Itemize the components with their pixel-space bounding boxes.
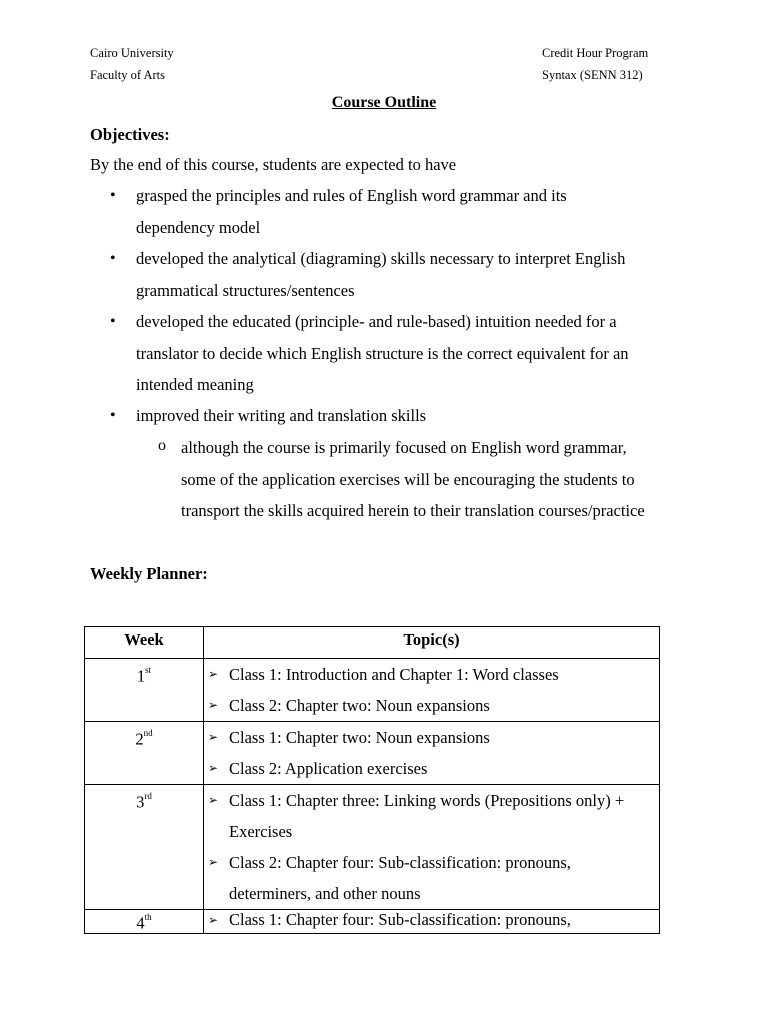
objective-4-line-1: improved their writing and translation skills xyxy=(136,406,427,425)
arrow-bullet-icon: ➢ xyxy=(208,913,219,927)
objective-4-sub-line-2: some of the application exercises will be encouraging the students to xyxy=(181,470,635,489)
table-row xyxy=(85,659,660,722)
weekly-planner-heading: Weekly Planner: xyxy=(90,564,208,583)
class-item: ➢ Class 2: Chapter four: Sub-classification: pronouns, determiners, and other nouns xyxy=(204,847,659,909)
objective-2-line-1: developed the analytical (diagraming) skills necessary to interpret English xyxy=(136,249,626,268)
header-faculty: Faculty of Arts xyxy=(90,68,165,82)
objective-1-line-1: grasped the principles and rules of English word grammar and its xyxy=(136,186,567,205)
objective-3-line-3: intended meaning xyxy=(136,375,254,394)
header-program: Credit Hour Program xyxy=(542,46,649,60)
page-title: Course Outline xyxy=(331,94,437,111)
column-header-topics: Topic(s) xyxy=(204,627,660,659)
topics-cell xyxy=(204,910,660,934)
topics-cell xyxy=(204,785,660,910)
class-item: ➢ Class 1: Chapter four: Sub-classification: pronouns, xyxy=(208,910,571,929)
arrow-bullet-icon: ➢ xyxy=(208,730,219,744)
objectives-heading: Objectives: xyxy=(90,125,170,144)
objective-3-line-1: developed the educated (principle- and rule-based) intuition needed for a xyxy=(136,312,617,331)
bullet-marker: • xyxy=(110,250,116,267)
table-row xyxy=(85,785,660,910)
objective-2-line-2: grammatical structures/sentences xyxy=(136,281,355,300)
header-university: Cairo University xyxy=(90,46,174,60)
week-cell: 2nd xyxy=(85,722,204,785)
objective-4-sub-line-1: although the course is primarily focused on English word grammar, xyxy=(181,438,627,457)
class-item: ➢ Class 2: Application exercises xyxy=(204,753,659,784)
week-cell: 3rd xyxy=(85,785,204,910)
table-row xyxy=(85,910,660,934)
arrow-bullet-icon: ➢ xyxy=(208,667,219,681)
topics-cell xyxy=(204,722,660,785)
class-item: ➢ Class 1: Introduction and Chapter 1: Word classes xyxy=(204,659,659,690)
weekly-planner-table xyxy=(84,626,660,934)
objective-1-line-2: dependency model xyxy=(136,218,261,237)
objective-3-line-2: translator to decide which English structure is the correct equivalent for an xyxy=(136,344,629,363)
objectives-intro: By the end of this course, students are expected to have xyxy=(90,155,457,174)
column-header-week: Week xyxy=(85,627,204,659)
arrow-bullet-icon: ➢ xyxy=(208,698,219,712)
week-cell: 1st xyxy=(85,659,204,722)
bullet-marker: • xyxy=(110,407,116,424)
topics-cell xyxy=(204,659,660,722)
week-cell: 4th xyxy=(85,910,204,934)
header-course-code: Syntax (SENN 312) xyxy=(542,68,643,82)
arrow-bullet-icon: ➢ xyxy=(208,761,219,775)
class-item: ➢ Class 1: Chapter two: Noun expansions xyxy=(204,722,659,753)
objective-4-sub-line-3: transport the skills acquired herein to their translation courses/practice xyxy=(181,501,645,520)
arrow-bullet-icon: ➢ xyxy=(208,793,219,807)
bullet-marker: • xyxy=(110,187,116,204)
bullet-marker: • xyxy=(110,313,116,330)
class-item: ➢ Class 1: Chapter three: Linking words (Prepositions only) + Exercises xyxy=(204,785,659,847)
table-row xyxy=(85,722,660,785)
arrow-bullet-icon: ➢ xyxy=(208,855,219,869)
table-header-row xyxy=(85,627,660,659)
sub-bullet-marker: o xyxy=(158,437,166,454)
class-item: ➢ Class 2: Chapter two: Noun expansions xyxy=(204,690,659,721)
